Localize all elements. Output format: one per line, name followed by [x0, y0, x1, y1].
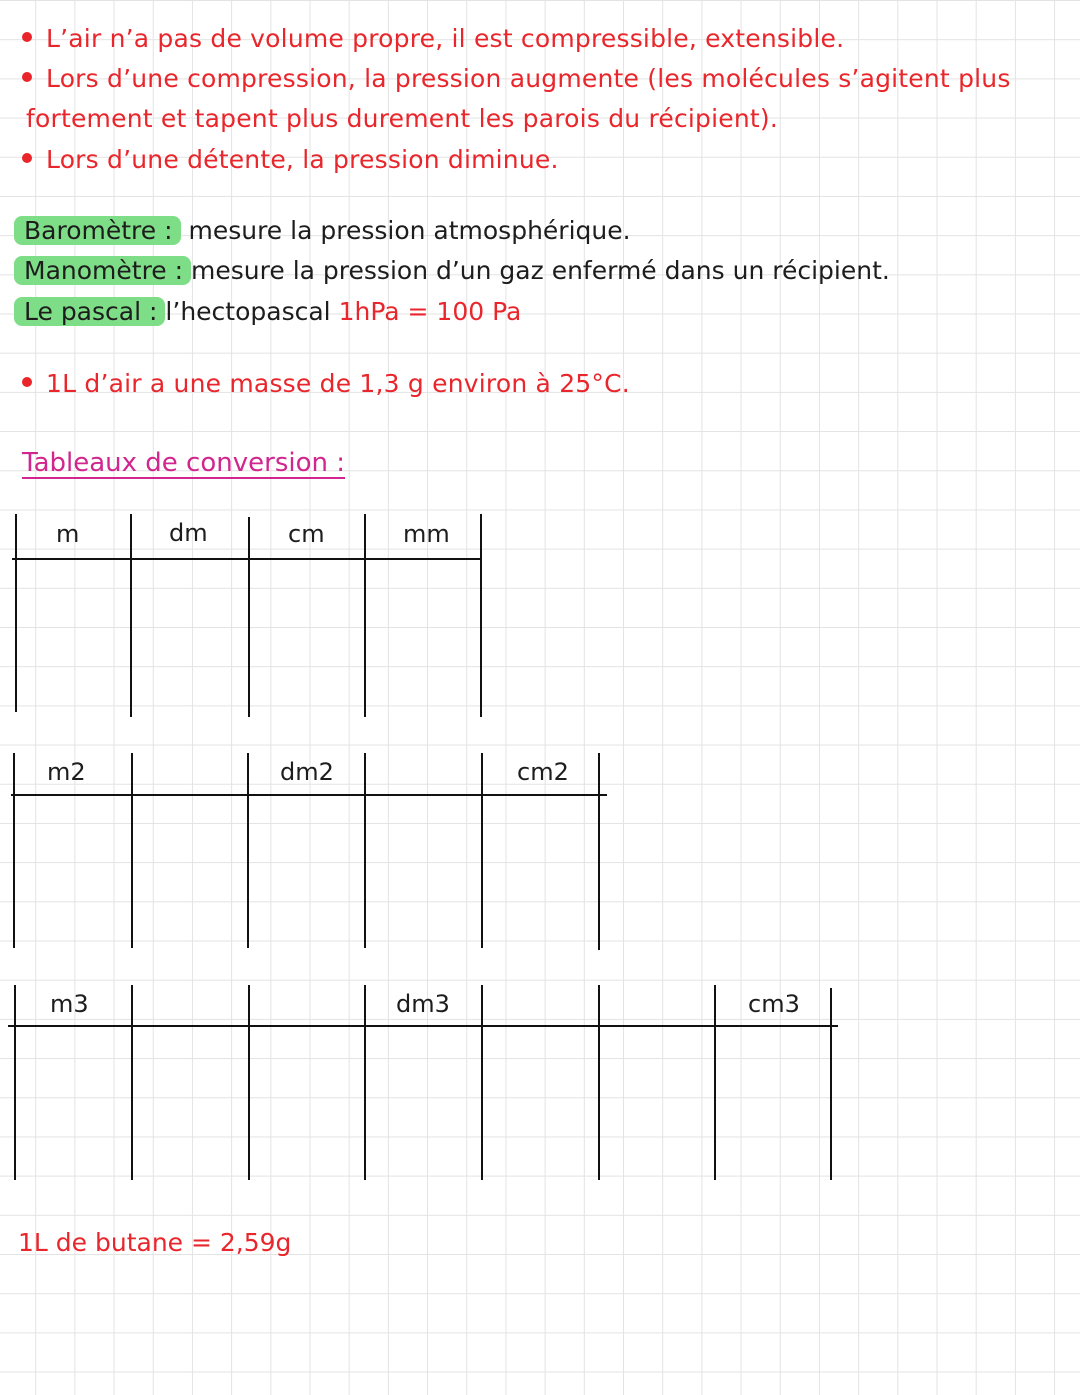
unit-label: m3 [50, 990, 89, 1018]
definition-barometre [14, 216, 631, 245]
table-column-line [364, 514, 366, 717]
table-header-line [11, 794, 607, 796]
bullet-icon [22, 377, 32, 387]
note-detente [22, 145, 559, 174]
table-column-line [130, 514, 132, 717]
note-air-volume-text: L’air n’a pas de volume propre, il est compressible, extensible. [46, 24, 845, 53]
note-air-volume [22, 24, 844, 53]
table-column-line [15, 514, 17, 712]
pascal-text: l’hectopascal [165, 297, 331, 326]
table-column-line [481, 753, 483, 948]
conversion-title: Tableaux de conversion : [22, 448, 345, 478]
note-air-mass-text: 1L d’air a une masse de 1,3 g environ à 25°C. [46, 369, 630, 398]
table-column-line [248, 985, 250, 1180]
table-column-line [714, 985, 716, 1180]
unit-label: m [56, 520, 80, 548]
table-column-line [131, 985, 133, 1180]
unit-label: mm [403, 520, 450, 548]
bullet-icon [22, 153, 32, 163]
manometre-term: Manomètre : [14, 256, 191, 285]
note-detente-text: Lors d’une détente, la pression diminue. [46, 145, 559, 174]
note-compression-text: Lors d’une compression, la pression augmente (les molécules s’agitent plus [46, 64, 1011, 93]
barometre-text: mesure la pression atmosphérique. [188, 216, 631, 245]
note-air-mass [22, 369, 630, 398]
barometre-term: Baromètre : [14, 216, 181, 245]
unit-label: dm3 [396, 990, 450, 1018]
note-compression-continued: fortement et tapent plus durement les parois du récipient). [26, 104, 778, 133]
note-butane-mass: 1L de butane = 2,59g [18, 1228, 292, 1257]
table-column-line [598, 753, 600, 950]
table-column-line [598, 985, 600, 1180]
unit-label: cm [288, 520, 325, 548]
table-column-line [247, 753, 249, 948]
table-column-line [131, 753, 133, 948]
table-header-line [12, 558, 482, 560]
definition-manometre [14, 256, 890, 285]
table-column-line [364, 985, 366, 1180]
bullet-icon [22, 32, 32, 42]
table-column-line [830, 988, 832, 1180]
pascal-term: Le pascal : [14, 297, 165, 326]
table-column-line [364, 753, 366, 948]
manometre-text: mesure la pression d’un gaz enfermé dans un récipient. [191, 256, 890, 285]
table-column-line [248, 517, 250, 717]
unit-label: m2 [47, 758, 86, 786]
table-column-line [480, 514, 482, 717]
bullet-icon [22, 72, 32, 82]
unit-label: dm [169, 519, 208, 547]
unit-label: cm3 [748, 990, 800, 1018]
note-compression [22, 64, 1011, 93]
table-column-line [14, 985, 16, 1180]
table-column-line [13, 753, 15, 948]
definition-pascal [14, 297, 521, 326]
table-column-line [481, 985, 483, 1180]
unit-label: cm2 [517, 758, 569, 786]
unit-label: dm2 [280, 758, 334, 786]
pascal-formula: 1hPa = 100 Pa [338, 297, 522, 326]
